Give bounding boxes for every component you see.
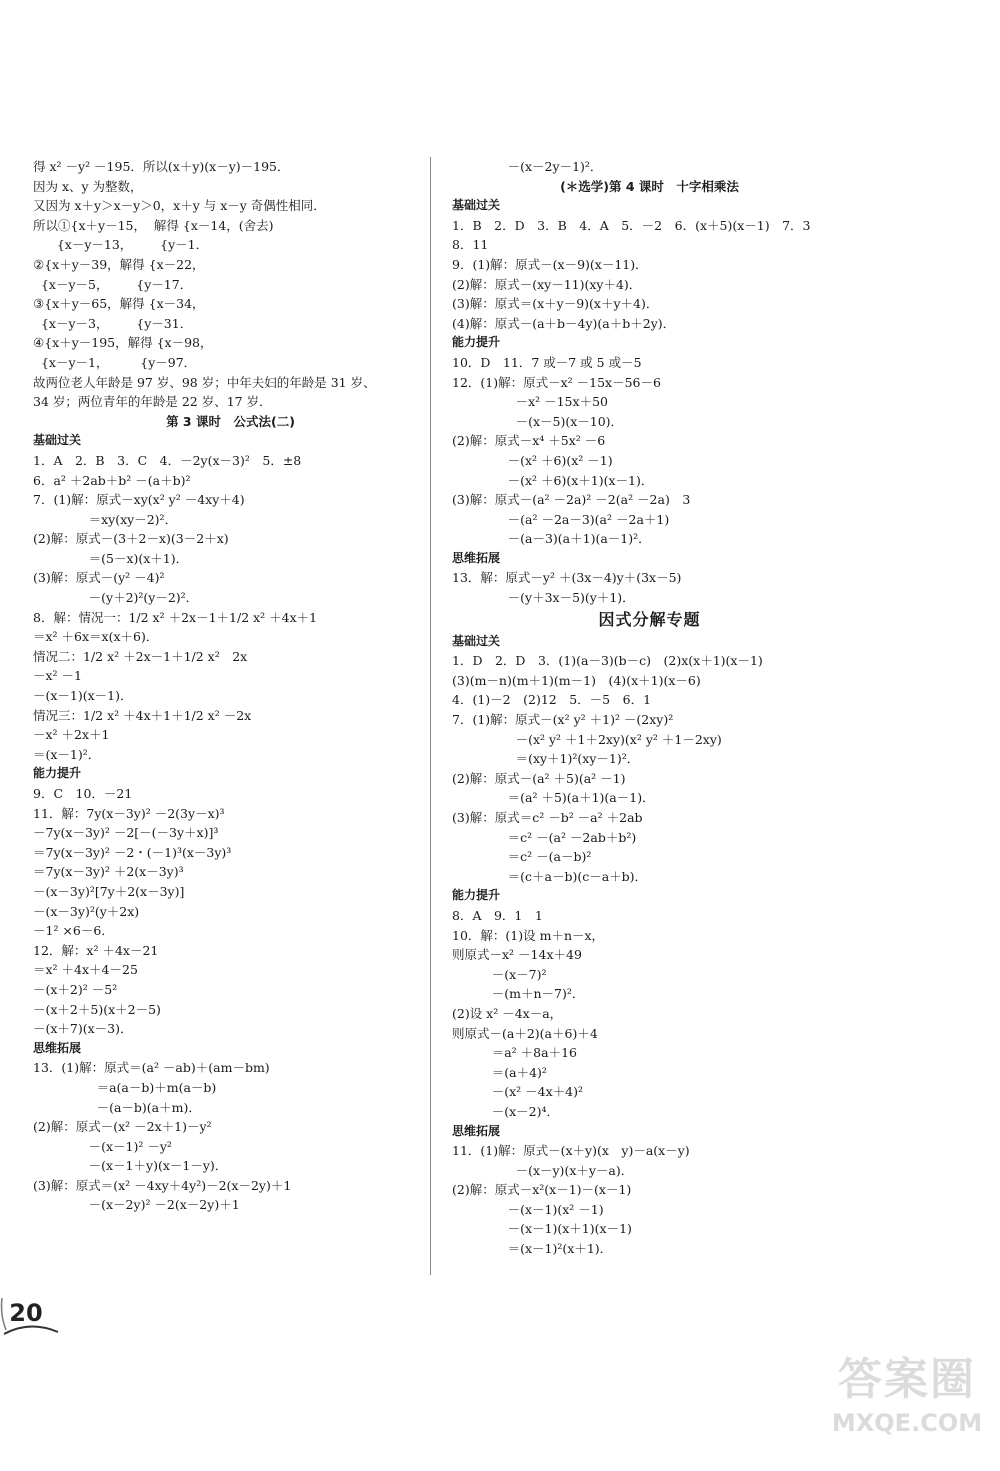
right-column-line: －(x² ＋6)(x² －1) [452,452,613,468]
left-column-line: 8．解：情况一：1/2 x² ＋2x－1＋1/2 x² ＋4x＋1 [33,609,318,625]
right-column-line: －(x－2)⁴． [452,1103,560,1119]
left-column-line: －(y＋2)²(y－2)²． [33,590,199,606]
left-column-line: 情况二：1/2 x² ＋2x－1＋1/2 x² 2x [33,648,248,664]
right-column-line: －(a² －2a－3)(a² －2a＋1) [452,511,670,527]
right-column-line: ＝c² －(a－b)² [452,849,592,865]
right-column-line: (2)解：原式－(xy－11)(xy＋4)． [452,276,642,292]
left-column-line: ＝x² ＋4x＋4－25 [33,962,138,978]
right-column-line: 能力提升 [452,335,501,350]
right-column-line: 1．B 2．D 3．B 4．A 5．－2 6．(x＋5)(x－1) 7．3 [452,217,811,233]
left-column-line: 34 岁；两位青年的年龄是 22 岁、17 岁． [33,394,272,410]
right-column-line: －(a－3)(a＋1)(a－1)²． [452,531,651,547]
left-column-line: －1² ×6－6． [33,923,114,939]
watermark-logo [822,1352,992,1462]
left-column-line: －(x－1)² －y² [33,1138,172,1154]
left-column-line: ③{x＋y－65，解得 {x－34， [33,296,205,312]
right-column-line: (2)解：原式－(a² ＋5)(a² －1) [452,770,626,786]
left-column-line: (3)解：原式－(y² －4)² [33,570,165,586]
right-column-line: (3)解：原式＝(x＋y－9)(x＋y＋4)． [452,296,659,312]
right-column-line: ＝(x－1)²(x＋1)． [452,1241,613,1257]
right-column-line: －x² －15x＋50 [452,394,608,410]
left-column-line: 情况三：1/2 x² ＋4x＋1＋1/2 x² －2x [33,707,252,723]
right-column-line: (3)解：原式－(a² －2a)² －2(a² －2a) 3 [452,492,691,508]
right-column-line: (2)解：原式－x²(x－1)－(x－1) [452,1182,632,1198]
right-column-line: 12．(1)解：原式－x² －15x－56－6 [452,374,661,390]
left-column-line: ＝(x－1)²． [33,746,101,762]
right-column-line: 10．D 11．7 或－7 或 5 或－5 [452,354,642,370]
left-column-line: －(x＋7)(x－3)． [33,1021,133,1037]
left-column-line: {x－y－13， {y－1． [33,237,209,253]
right-column-line: －(y＋3x－5)(y＋1)． [452,590,635,606]
right-column-line: 13．解：原式－y² ＋(3x－4)y＋(3x－5) [452,570,682,586]
left-column-line: 13．(1)解：原式＝(a² －ab)＋(am－bm) [33,1060,270,1076]
left-column-line: －7y(x－3y)² －2[－(－3y＋x)]³ [33,825,219,841]
right-column-line: ＝(a＋4)² [452,1064,547,1080]
left-column-line: {x－y－1， {y－97． [33,354,197,370]
left-column-line: 故两位老人年龄是 97 岁、98 岁；中年夫妇的年龄是 31 岁、 [33,374,376,390]
left-column-line: 9．C 10．－21 [33,786,133,801]
left-column-line: 所以①{x＋y－15， 解得 {x－14，(舍去) [33,217,274,233]
right-column-line: 8．A 9．1 1 [452,907,543,923]
right-column-line: 能力提升 [452,888,501,903]
left-column-line: ＝x² ＋6x＝x(x＋6)． [33,629,159,645]
right-column-line: －(x－5)(x－10)． [452,413,624,429]
left-column-line: －x² －1 [33,668,82,684]
watermark-top: 答案圈 [838,1354,976,1405]
watermark-bottom: MXQE.COM [831,1409,983,1437]
left-column-line: ＝7y(x－3y)² ＋2(x－3y)³ [33,864,184,880]
left-column-line: ＝xy(xy－2)²． [33,511,178,527]
left-column-line: (2)解：原式－(3＋2－x)(3－2＋x) [33,531,229,547]
page-number: 20 [9,1299,43,1327]
right-column-line: －(x² ＋6)(x＋1)(x－1)． [452,472,654,488]
left-column-line: ＝7y(x－3y)² －2・(－1)³(x－3y)³ [33,844,232,860]
right-column-line: (＊选学)第 4 课时 十字相乘法 [560,178,739,194]
right-column-line: 思维拓展 [452,550,501,565]
left-column-line: ④{x＋y－195，解得 {x－98， [33,335,213,351]
right-column-line: 4．(1)－2 (2)12 5．－5 6．1 [452,692,652,708]
right-column-line: －(x－y)(x＋y－a)． [452,1162,634,1178]
right-column-line: (2)设 x² －4x－a， [452,1005,563,1021]
left-column-line: －(x＋2＋5)(x＋2－5) [33,1001,161,1017]
left-column-line: 因为 x、y 为整数， [33,178,143,194]
right-column-line: 基础过关 [452,633,501,648]
left-column [33,157,428,1215]
left-column-line: 基础过关 [33,433,82,448]
left-column-line: 思维拓展 [33,1040,82,1055]
right-column-line: －(x－1)(x² －1) [452,1201,604,1217]
left-column-line: ②{x＋y－39，解得 {x－22， [33,256,205,272]
column-divider [430,157,431,1275]
left-column-line: 12．解：x² ＋4x－21 [33,942,159,958]
left-column-line: 6．a² ＋2ab＋b² －(a＋b)² [33,472,191,488]
left-column-line: 得 x² －y² －195．所以(x＋y)(x－y)－195． [33,159,290,174]
right-column-line: 10．解：(1)设 m＋n－x， [452,927,605,943]
left-column-line: {x－y－5， {y－17． [33,276,193,292]
right-column-line: 则原式－x² －14x＋49 [452,947,582,963]
right-column-line: －(x－2y－1)²． [452,159,603,174]
right-column-line: ＝(a² ＋5)(a＋1)(a－1)． [452,790,655,806]
right-column-line: 11．(1)解：原式－(x＋y)(x y)－a(x－y) [452,1143,690,1159]
left-column-line: (3)解：原式＝(x² －4xy＋4y²)－2(x－2y)＋1 [33,1177,292,1193]
right-column-line: 基础过关 [452,198,501,213]
right-column-line: (4)解：原式－(a＋b－4y)(a＋b＋2y)． [452,315,676,331]
left-column-line: －(x－3y)²(y＋2x) [33,903,140,919]
left-column-line: 第 3 课时 公式法(二) [166,413,295,429]
left-column-line: 11．解：7y(x－3y)² －2(3y－x)³ [33,805,225,821]
left-column-line: 又因为 x＋y＞x－y＞0，x＋y 与 x－y 奇偶性相同． [33,198,326,214]
left-column-line: ＝a(a－b)＋m(a－b) [33,1079,217,1095]
right-column-line: 1．D 2．D 3．(1)(a－3)(b－c) (2)x(x＋1)(x－1) [452,653,763,669]
left-column-line: 1．A 2．B 3．C 4．－2y(x－3)² 5．±8 [33,452,302,468]
right-column-line: ＝c² －(a² －2ab＋b²) [452,829,637,845]
right-column-line: 8．11 [452,237,489,253]
right-column-line: －(x－7)² [452,966,547,982]
left-column-line: －(x－2y)² －2(x－2y)＋1 [33,1197,240,1213]
left-column-line: (2)解：原式－(x² －2x＋1)－y² [33,1119,212,1135]
right-column-line: 思维拓展 [452,1123,501,1138]
right-column-line: 9．(1)解：原式－(x－9)(x－11)． [452,256,648,272]
left-column-line: {x－y－3， {y－31． [33,315,193,331]
left-column-line: ＝(5－x)(x＋1)． [33,550,189,566]
right-column-line: (3)(m－n)(m＋1)(m－1) (4)(x＋1)(x－6) [452,672,701,688]
left-column-line: －(x＋2)² －5² [33,981,118,997]
right-column [452,157,847,1259]
right-column-line: －(x² y² ＋1＋2xy)(x² y² ＋1－2xy) [452,731,722,747]
right-column-line: (3)解：原式＝c² －b² －a² ＋2ab [452,810,643,825]
right-column-line: ＝(c＋a－b)(c－a＋b)． [452,868,648,884]
left-column-line: －(x－3y)²[7y＋2(x－3y)] [33,883,185,899]
right-column-line: (2)解：原式－x⁴ ＋5x² －6 [452,433,606,449]
left-column-line: 能力提升 [33,766,82,781]
right-column-line: ＝(xy＋1)²(xy－1)²． [452,751,640,767]
left-column-line: －(a－b)(a＋m)． [33,1099,201,1115]
right-column-line: －(x－1)(x＋1)(x－1) [452,1221,632,1237]
left-column-line: 7．(1)解：原式－xy(x² y² －4xy＋4) [33,492,245,508]
left-column-line: －x² ＋2x＋1 [33,727,110,743]
right-column-line: ＝a² ＋8a＋16 [452,1045,577,1061]
left-column-line: －(x－1＋y)(x－1－y)． [33,1158,228,1174]
right-column-line: －(x² －4x＋4)² [452,1084,583,1100]
right-column-line: －(m＋n－7)²． [452,986,585,1002]
right-column-line: 则原式－(a＋2)(a＋6)＋4 [452,1025,598,1041]
left-column-line: －(x－1)(x－1)． [33,688,133,704]
right-column-line: 7．(1)解：原式－(x² y² ＋1)² －(2xy)² [452,712,674,728]
right-column-line: 因式分解专题 [598,609,701,629]
